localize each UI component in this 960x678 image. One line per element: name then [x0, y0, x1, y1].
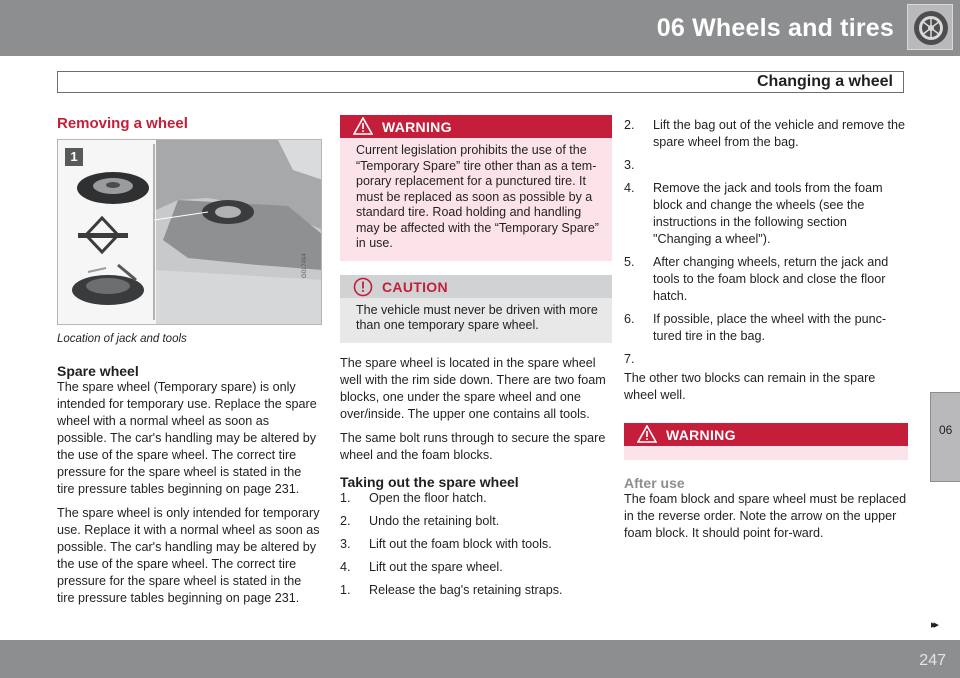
- spare-wheel-paragraph-2: The spare wheel is only intended for temporary use. Replace it with a normal wheel as soon as possible. The car's handling may be altered by the use of the spare wheel. The correct tire pressure for the spare wheel is stated in the tire pressure tables beginning on page 231.: [57, 506, 320, 605]
- warning-triangle-icon: [353, 117, 373, 135]
- chapter-tab[interactable]: [930, 392, 960, 482]
- list-item: 4. Lift out the spare wheel.: [340, 559, 503, 574]
- column-left: [57, 110, 322, 607]
- spare-location-paragraph: The spare wheel is located in the spare wheel well with the rim side down. There are two foam blocks, one under the spare wheel and one over/inside. The upper one contains all tools.: [340, 355, 606, 421]
- section-title: Changing a wheel: [756, 73, 893, 90]
- column-middle: [340, 115, 612, 605]
- page-number: 247: [919, 652, 946, 669]
- continued-steps: [624, 117, 908, 368]
- warning-title-2: WARNING: [666, 427, 736, 443]
- column-right: [624, 117, 908, 542]
- taking-out-steps: [340, 490, 612, 599]
- list-item: 4. Remove the jack and tools from the foam block and change the wheels (see the instructions in the following section "Changing a wheel").: [624, 181, 883, 246]
- warning-text: Current legislation prohibits the use of the “Temporary Spare” tire other than as a tem-porary replacement for a punctured tire. It must be replaced as soon as possible by a standard tire. Road holding and handling may be affected with the “Temporary Spare” in use.: [356, 143, 599, 250]
- figure-code: G017494: [302, 253, 308, 278]
- list-item: 2. Undo the retaining bolt.: [340, 513, 500, 528]
- next-page-indicator: ▸▸: [930, 619, 936, 631]
- wheel-icon: [907, 4, 953, 50]
- taking-out-heading: Taking out the spare wheel: [340, 473, 519, 490]
- caution-text: The vehicle must never be driven with more than one temporary spare wheel.: [356, 302, 598, 332]
- warning-box-2: [624, 423, 908, 460]
- section-bar: [57, 71, 904, 93]
- warning-triangle-icon: [637, 425, 657, 443]
- after-use-heading: After use: [624, 475, 685, 491]
- spare-wheel-heading: Spare wheel: [57, 363, 139, 379]
- warning-box: [340, 115, 612, 261]
- caution-exclamation-icon: [353, 277, 373, 297]
- jack-tools-figure: [57, 139, 322, 325]
- remaining-blocks-paragraph: The other two blocks can remain in the spare wheel well.: [624, 371, 876, 402]
- caution-box: [340, 275, 612, 343]
- list-item: 1. Release the bag's retaining straps.: [340, 582, 563, 597]
- spare-wheel-paragraph-1: The spare wheel (Temporary spare) is only intended for temporary use. Replace the spare wheel with a normal wheel as soon as possible. The car's handling may be altered by the use of the spare wheel. The correct tire pressure for the spare wheel is stated in the tire pressure tables beginning on page 231.: [57, 380, 317, 496]
- figure-number-badge: 1: [65, 148, 83, 166]
- chapter-title: 06 Wheels and tires: [656, 14, 894, 42]
- list-item: 6. If possible, place the wheel with the punc-tured tire in the bag.: [624, 312, 887, 343]
- bolt-paragraph: The same bolt runs through to secure the spare wheel and the foam blocks.: [340, 430, 606, 462]
- warning-title: WARNING: [382, 119, 452, 135]
- page-footer: [0, 640, 960, 678]
- after-use-paragraph: The foam block and spare wheel must be replaced in the reverse order. Note the arrow on the upper foam block. It should point for-ward.: [624, 492, 907, 540]
- warning-body-empty: [624, 446, 908, 460]
- list-item: 3. Lift out the foam block with tools.: [340, 536, 552, 551]
- chapter-tab-label: 06: [939, 423, 953, 437]
- list-item: 3.: [624, 158, 635, 172]
- list-item: 1. Open the floor hatch.: [340, 490, 487, 505]
- removing-wheel-heading: Removing a wheel: [57, 115, 188, 132]
- list-item: 5. After changing wheels, return the jack and tools to the foam block and close the floor hatch.: [624, 255, 889, 303]
- list-item: 2. Lift the bag out of the vehicle and remove the spare wheel from the bag.: [624, 118, 906, 149]
- figure-caption: Location of jack and tools: [57, 333, 187, 345]
- caution-title: CAUTION: [382, 278, 448, 295]
- warning-header: [340, 115, 612, 138]
- chapter-header: [0, 0, 960, 56]
- caution-header: [340, 275, 612, 298]
- warning-header-2: [624, 423, 908, 446]
- list-item: 7.: [624, 352, 635, 366]
